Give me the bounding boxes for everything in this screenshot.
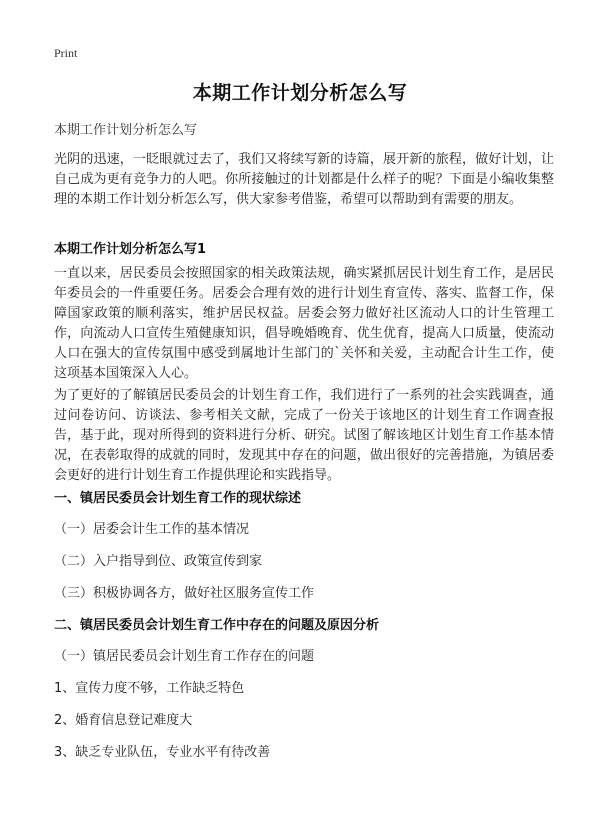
list-item: 1、宣传力度不够，工作缺乏特色 [54,681,245,696]
page-subtitle: 本期工作计划分析怎么写 [54,123,198,138]
list-item: （二）入户指导到位、政策宣传到家 [54,554,263,569]
list-item: （一）镇居民委员会计划生育工作存在的问题 [54,649,315,664]
section-heading-status: 一、镇居民委员会计划生育工作的现状综述 [54,491,302,506]
section-heading-1: 本期工作计划分析怎么写1 [54,242,207,257]
body-paragraph-2: 为了更好的了解镇居民委员会的计划生育工作，我们进行了一系列的社会实践调查，通过问卷访问、访谈法、参考相关文献，完成了一份关于该地区的计划生育工作调查报告，基于此，现对所得到的资料进行分析、研究。试图了解该地区计划生育工作基本情况，在表彰取得的成就的同时，发现其中存在的问题，做出很好的完善措施，为镇居委会更好的进行计划生育工作提供理论和实践指导。 [54,388,554,483]
section-heading-problems: 二、镇居民委员会计划生育工作中存在的问题及原因分析 [54,618,380,633]
list-item: 2、婚育信息登记难度大 [54,713,193,728]
body-paragraph-1: 一直以来，居民委员会按照国家的相关政策法规，确实紧抓居民计划生育工作，是居民年委员会的一件重要任务。居委会合理有效的进行计划生育宣传、落实、监督工作，保障国家政策的顺利落实，维护居民权益。居委会努力做好社区流动人口的计生管理工作，向流动人口宣传生殖健康知识，倡导晚婚晚育、优生优育，提高人口质量，使流动人口在强大的宣传氛围中感受到属地计生部门的`关怀和关爱，主动配合计生工作，使这项基本国策深入人心。 [54,266,554,381]
list-item: （三）积极协调各方，做好社区服务宣传工作 [54,586,315,601]
page-title: 本期工作计划分析怎么写 [192,82,408,104]
intro-paragraph: 光阴的迅速，一眨眼就过去了，我们又将续写新的诗篇，展开新的旅程，做好计划，让自己成为更有竞争力的人吧。你所接触过的计划都是什么样子的呢？下面是小编收集整理的本期工作计划分析怎么写，供大家参考借鉴，希望可以帮助到有需要的朋友。 [54,152,554,207]
list-item: （一）居委会计生工作的基本情况 [54,522,250,537]
print-link[interactable]: Print [54,46,78,60]
list-item: 3、缺乏专业队伍，专业水平有待改善 [54,745,271,760]
